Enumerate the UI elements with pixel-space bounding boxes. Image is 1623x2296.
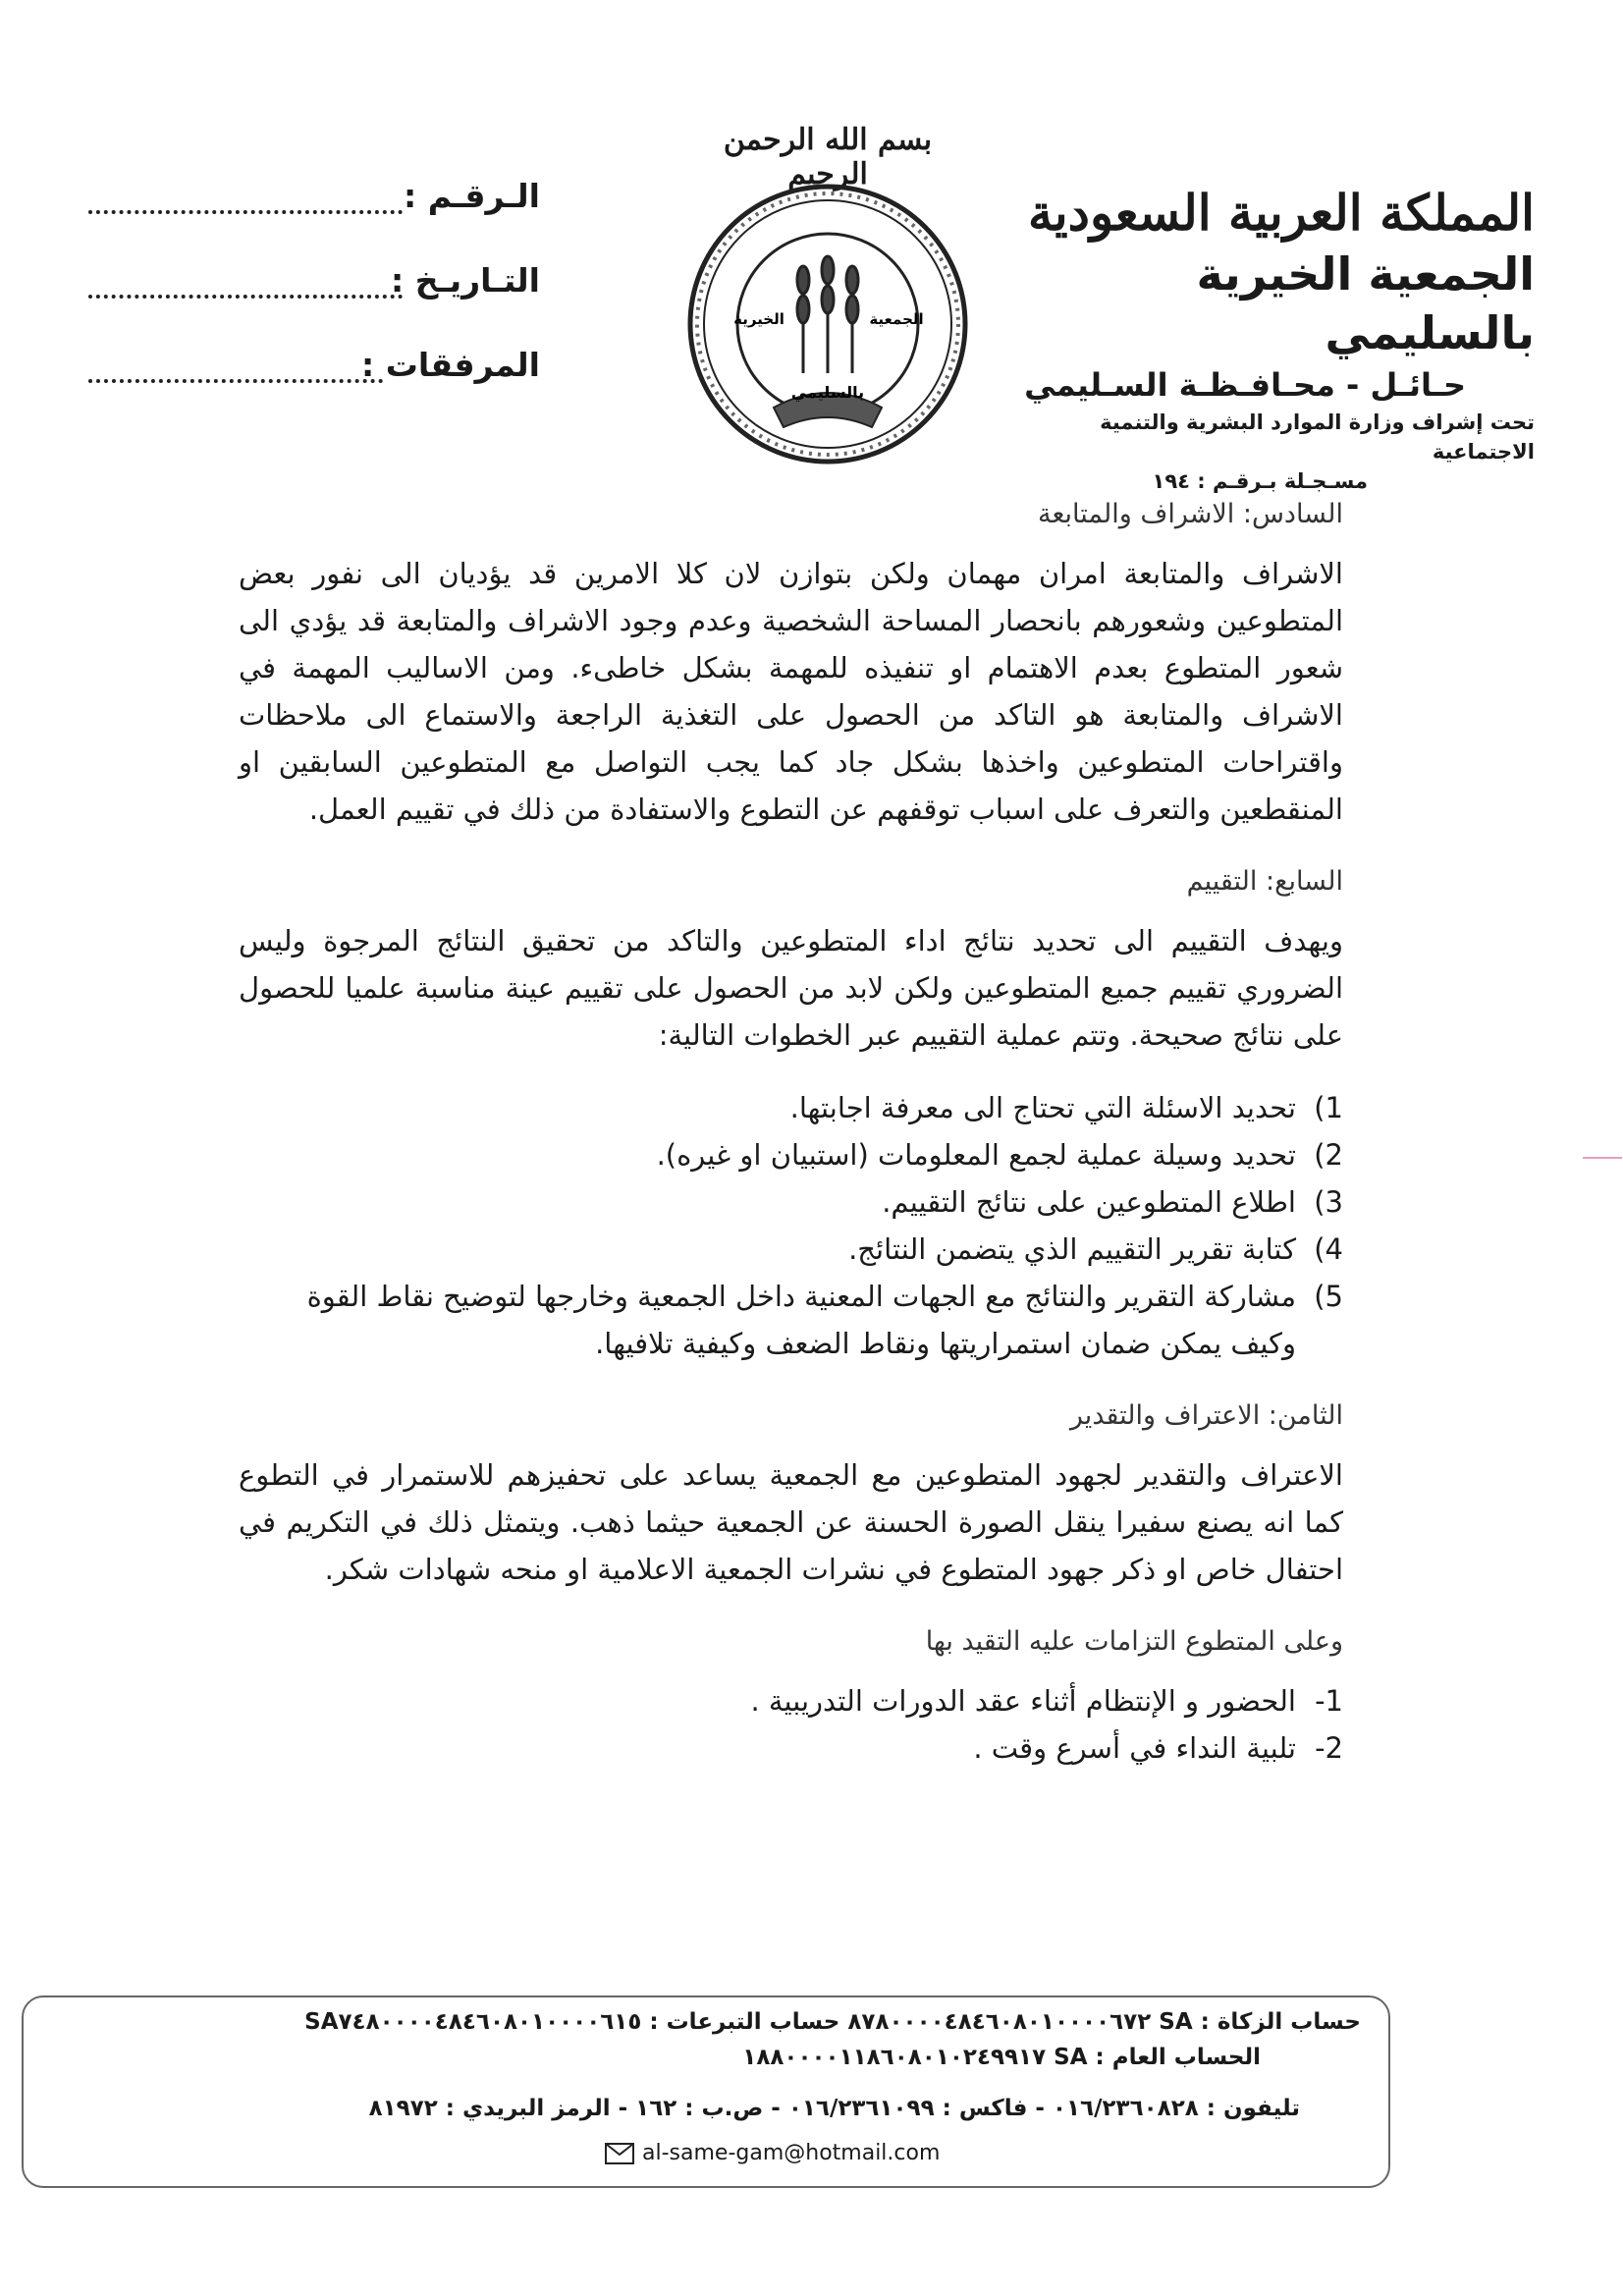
margin-mark: [1583, 1157, 1622, 1159]
footer-zakat-donation-accounts: حساب الزكاة : SA ٨٧٨٠٠٠٠٤٨٤٦٠٨٠١٠٠٠٠٦٧٢ حساب التبرعات : SA٧٤٨٠٠٠٠٤٨٤٦٠٨٠١٠٠٠٠٦١٥: [304, 2009, 1361, 2035]
email-icon: [605, 2143, 634, 2164]
step-text: تحديد وسيلة عملية لجمع المعلومات (استبيان او غيره).: [656, 1138, 1296, 1172]
kingdom-name: المملكة العربية السعودية: [1027, 184, 1535, 242]
charity-seal-icon: [680, 177, 975, 471]
reference-fields: [88, 177, 550, 430]
obligation-text: الحضور و الإنتظام أثناء عقد الدورات التدريبية .: [750, 1684, 1296, 1718]
step-text: كتابة تقرير التقييم الذي يتضمن النتائج.: [848, 1232, 1296, 1266]
reference-number-row: [88, 177, 550, 261]
obligations-intro: وعلى المتطوع التزامات عليه التقيد بها: [925, 1626, 1343, 1657]
supervision-line: تحت إشراف وزارة الموارد البشرية والتنمية الاجتماعية: [1100, 410, 1535, 464]
registration-number: مسـجـلة بـرقـم : ١٩٤: [1152, 469, 1368, 493]
step-text: تحديد الاسئلة التي تحتاج الى معرفة اجابتها.: [789, 1091, 1296, 1124]
list-item: [239, 1084, 1343, 1131]
section-eighth-title: الثامن: الاعتراف والتقدير: [1069, 1400, 1343, 1431]
step-number: 4): [1314, 1232, 1343, 1266]
organization-name: الجمعية الخيرية بالسليمي: [1196, 247, 1535, 359]
reference-attachments-row: [88, 346, 550, 430]
list-item: [239, 1724, 1343, 1772]
letter-footer: [22, 1995, 1390, 2188]
number-dots: [88, 210, 403, 214]
list-item: [239, 1226, 1343, 1273]
basmala: بسم الله الرحمن الرحيم: [723, 123, 933, 191]
step-number: 2): [1314, 1138, 1343, 1172]
step-number: 3): [1314, 1185, 1343, 1219]
footer-email[interactable]: al-same-gam@hotmail.com: [642, 2141, 941, 2165]
obligation-text: تلبية النداء في أسرع وقت .: [973, 1731, 1296, 1765]
section-eighth-body: الاعتراف والتقدير لجهود المتطوعين مع الجمعية يساعد على تحفيزهم للاستمرار في التطوع كما انه يصنع سفيرا ينقل الصورة الحسنة عن الجمعية حيثما ذهب. ويتمثل ذلك في التكريم في احتفال خاص او ذكر جهود المتطوع في نشرات الجمعية الاعلامية او منحه شهادات شكر.: [239, 1458, 1343, 1586]
attachments-label: المرفقات :: [361, 346, 540, 384]
obligation-number: 1-: [1315, 1684, 1343, 1718]
letter-body: [239, 491, 1343, 1772]
section-sixth-body: الاشراف والمتابعة امران مهمان ولكن بتوازن لان كلا الامرين قد يؤديان الى نفور بعض المتطوعين وشعورهم بانحصار المساحة الشخصية وعدم وجود الاشراف والمتابعة قد يؤدي الى شعور المتطوع بعدم الاهتمام او تنفيذه للمهمة بشكل خاطىء. ومن الاساليب المهمة في الاشراف والمتابعة هو التاكد من الحصول على التغذية الراجعة والاستماع الى ملاحظات واقتراحات المتطوعين واخذها بشكل جاد كما يجب التواصل مع المتطوعين السابقين او المنقطعين والتعرف على اسباب توقفهم عن التطوع والاستفادة من ذلك في تقييم العمل.: [239, 557, 1343, 826]
section-sixth-title: السادس: الاشراف والمتابعة: [1038, 499, 1343, 529]
seal-text-charity: الخيرية: [733, 310, 784, 328]
footer-contact: تليفون : ٠١٦/٢٣٦٠٨٢٨ - فاكس : ٠١٦/٢٣٦١٠٩٩ - ص.ب : ١٦٢ - الرمز البريدي : ٨١٩٧٢: [368, 2096, 1300, 2121]
seal-area: [666, 123, 990, 447]
letterhead-org: [1024, 182, 1535, 496]
footer-general-account: الحساب العام : SA ١٨٨٠٠٠٠١١٨٦٠٨٠١٠٢٤٩٩١٧: [742, 2045, 1261, 2070]
list-item: [239, 1677, 1343, 1724]
step-text: مشاركة التقرير والنتائج مع الجهات المعنية داخل الجمعية وخارجها لتوضيح نقاط القوة وكيف يمكن ضمان استمراريتها ونقاط الضعف وكيفية تلافيها.: [306, 1280, 1296, 1360]
evaluation-steps: [239, 1084, 1343, 1367]
list-item: [239, 1131, 1343, 1178]
step-number: 1): [1314, 1091, 1343, 1124]
step-number: 5): [1314, 1280, 1343, 1313]
list-item: [239, 1273, 1343, 1367]
step-text: اطلاع المتطوعين على نتائج التقييم.: [882, 1185, 1296, 1219]
attachments-dots: [88, 379, 383, 383]
date-label: التـاريـخ :: [391, 261, 540, 300]
seal-text-association: الجمعية: [869, 310, 924, 328]
footer-email-row: [605, 2141, 940, 2165]
section-seventh-body: ويهدف التقييم الى تحديد نتائج اداء المتطوعين والتاكد من تحقيق النتائج المرجوة وليس الضروري تقييم جميع المتطوعين ولكن لابد من الحصول على تقييم عينة مناسبة علميا للحصول على نتائج صحيحة. وتتم عملية التقييم عبر الخطوات التالية:: [239, 924, 1343, 1052]
number-label: الـرقـم :: [404, 177, 540, 215]
reference-date-row: [88, 261, 550, 346]
seal-text-city: بالسليمي: [790, 383, 865, 402]
obligation-number: 2-: [1315, 1731, 1343, 1765]
date-dots: [88, 295, 403, 299]
list-item: [239, 1178, 1343, 1226]
organization-city: حـائـل - محـافـظـة السـليمي: [1024, 366, 1466, 404]
section-seventh-title: السابع: التقييم: [1186, 866, 1343, 897]
